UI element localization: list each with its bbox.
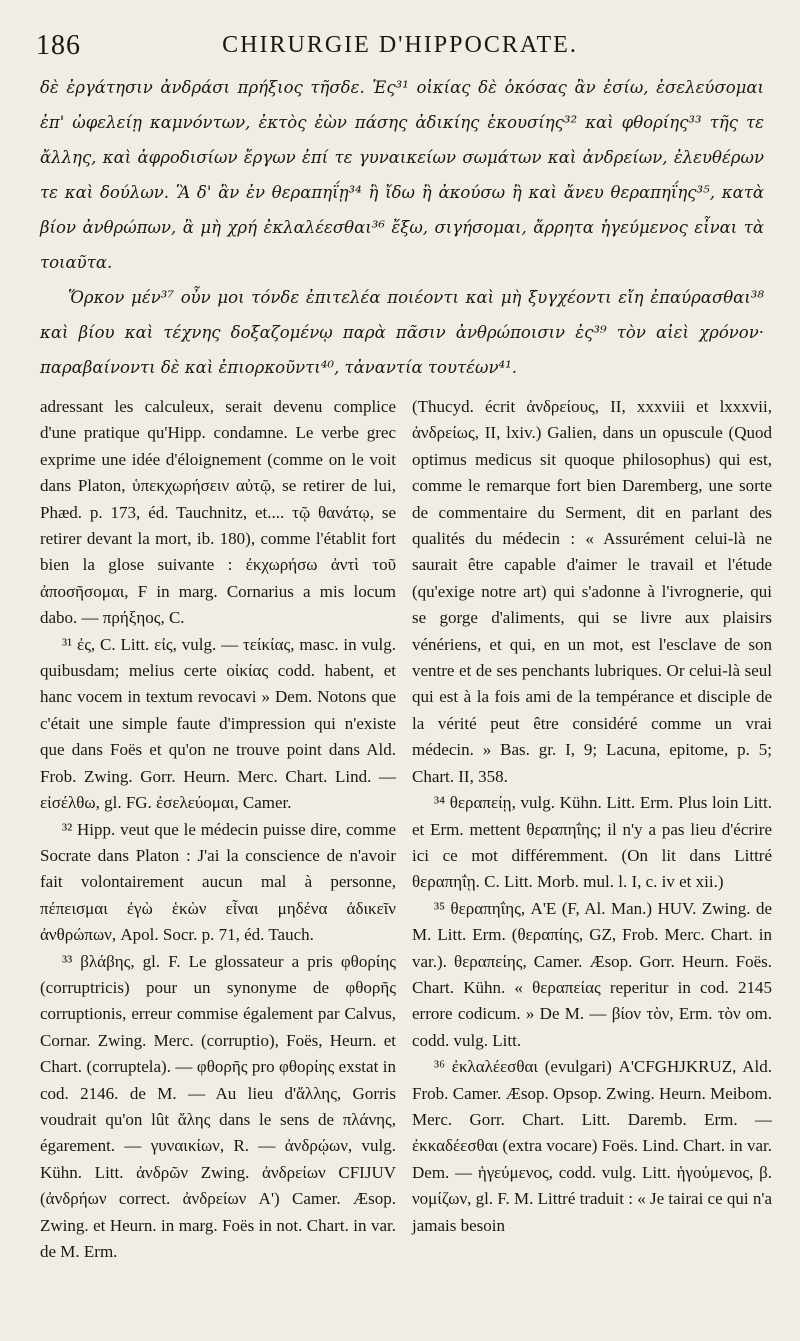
running-title: CHIRURGIE D'HIPPOCRATE. bbox=[222, 32, 578, 58]
greek-paragraph-1: δὲ ἐργάτησιν ἀνδράσι πρήξιος τῆσδε. Ἐς³¹ οἰκίας δὲ ὁκόσας ἂν ἐσίω, ἐσελεύσομαι ἐπ' ὠφελείῃ καμνόντων, ἐκτὸς ἐὼν πάσης ἀδικίης ἑκουσίης³² καὶ φθορίης³³ τῆς τε ἄλλης, καὶ ἀφροδισίων ἔργων ἐπί τε γυναικείων σωμάτων καὶ ἀνδρείων, ἐλευθέρων τε καὶ δούλων. Ἃ δ' ἂν ἐν θεραπηΐῃ³⁴ ἢ ἴδω ἢ ἀκούσω ἢ καὶ ἄνευ θεραπηΐης³⁵, κατὰ βίον ἀνθρώπων, ἃ μὴ χρή ἐκλαλέεσθαι³⁶ ἔξω, σιγήσομαι, ἄρρητα ἡγεύμενος εἶναι τὰ τοιαῦτα. bbox=[40, 78, 764, 272]
greek-paragraph-2: Ὅρκον μέν³⁷ οὖν μοι τόνδε ἐπιτελέα ποιέοντι καὶ μὴ ξυγχέοντι εἴη ἐπαύρασθαι³⁸ καὶ βίου καὶ τέχνης δοξαζομένῳ παρὰ πᾶσιν ἀνθρώποισιν ἐς³⁹ τὸν αἰεὶ χρόνον· παραβαίνοντι δὲ καὶ ἐπιορκοῦντι⁴⁰, τἀναντία τουτέων⁴¹. bbox=[40, 288, 764, 377]
page-number: 186 bbox=[36, 30, 81, 61]
footnotes bbox=[40, 394, 774, 1334]
note-continuation-right: (Thucyd. écrit ἀνδρείους, II, xxxviii et lxxxvii, ἀνδρείως, II, lxiv.) Galien, dans un opuscule (Quod optimus medicus sit quoque philosophus) qui est, comme le remarque fort bien Daremberg, une sorte de commentaire du Serment, dit en parlant des qualités du médecin : « Assurément celui-là ne saurait être capable d'aimer le travail et l'étude (qu'exige notre art) qui s'adonne à l'ivrognerie, qui se gorge d'aliments, qui se livre aux plaisirs vénériens, et qui, en un mot, est l'esclave de son ventre et de ses penchants lubriques. Or celui-là seul qui est à la fois ami de la tempérance et disciple de la vérité peut être considéré comme un vrai médecin. » Bas. gr. I, 9; Lacuna, epitome, p. 5; Chart. II, 358. bbox=[412, 397, 772, 786]
greek-oath-text bbox=[40, 70, 764, 385]
note-33: ³³ βλάβης, gl. F. Le glossateur a pris φθορίης (corruptricis) pour un synonyme de φθορῆς corruptionis, erreur commise également par Calvus, Cornar. Zwing. Merc. (corruptio), Foës, Heurn. et Chart. (corruptela). — φθορῆς pro φθορίης exstat in cod. 2146. de M. — Au lieu d'ἄλλης, Gorris voudrait qu'on lût ἄλης dans le sens de πλάνης, égarement. — γυναικίων, R. — ἀνδρῴων, vulg. Kühn. Litt. ἀνδρῶν Zwing. ἀνδρείων CFIJUV (ἀνδρήων correct. ἀνδρείων A') Camer. Æsop. Zwing. et Heurn. in marg. Foës in not. Chart. in var. de M. Erm. bbox=[40, 951, 396, 1261]
note-35: ³⁵ θεραπηΐης, A'E (F, Al. Man.) HUV. Zwing. de M. Litt. Erm. (θεραπίης, GZ, Frob. Merc. Chart. in var.). θεραπείης, Camer. Æsop. Gorr. Heurn. Foës. Chart. Kühn. « θεραπείας reperitur in cod. 2145 errore codicum. » De M. — βίον τὸν, Erm. τὸν om. codd. vulg. Litt. bbox=[412, 898, 772, 1050]
note-34: ³⁴ θεραπείῃ, vulg. Kühn. Litt. Erm. Plus loin Litt. et Erm. mettent θεραπηΐης; il n'y a pas lieu d'écrire ici ce mot différemment. (On lit dans Littré θεραπηΐῃ. C. Litt. Morb. mul. l. I, c. iv et xii.) bbox=[412, 793, 772, 892]
note-36: ³⁶ ἐκλαλέεσθαι (evulgari) A'CFGHJKRUZ, Ald. Frob. Camer. Æsop. Opsop. Zwing. Heurn. Meibom. Merc. Gorr. Chart. Litt. Daremb. Erm. — ἐκκαδέεσθαι (extra vocare) Foës. Lind. Chart. in var. Dem. — ἡγεύμενος, codd. vulg. Litt. ἡγούμενος, β. νομίζων, gl. F. M. Littré traduit : « Je tairai ce qui n'a jamais besoin bbox=[412, 1057, 772, 1235]
note-31: ³¹ ἐς, C. Litt. εἰς, vulg. — τείκίας, masc. in vulg. quibusdam; melius certe οἰκίας codd. habent, et hanc vocem in textum revocavi » Dem. Notons que c'était une simple faute d'impression qui n'existe que dans Foës et qu'on ne trouve point dans Ald. Frob. Zwing. Gorr. Heurn. Merc. Chart. Lind. — εἰσέλθω, gl. FG. ἐσελεύομαι, Camer. bbox=[40, 634, 396, 813]
footnotes-left-column bbox=[40, 394, 396, 1265]
page-header bbox=[36, 30, 764, 64]
note-continuation-left: adressant les calculeux, serait devenu complice d'une pratique qu'Hipp. condamne. Le verbe grec exprime une idée d'éloignement (comme on le voit dans Platon, ὑπεκχωρήσειν αὐτῷ, se retirer de lui, Phæd. p. 173, éd. Tauchnitz, et.... τῷ θανάτῳ, se retirer devant la mort, ib. 180), comme l'établit fort bien la glose suivante : ἐκχωρήσω ἀντὶ τοῦ ἀποσῆσομαι, F in marg. Cornarius a mis locum dabo. — πρήξηος, C. bbox=[40, 397, 396, 628]
footnotes-right-column bbox=[412, 394, 772, 1239]
note-32: ³² Hipp. veut que le médecin puisse dire, comme Socrate dans Platon : J'ai la conscience de n'avoir fait volontairement aucun mal à personne, πέπεισμαι ἐγὼ ἑκὼν εἶναι μηδένα ἀδικεῖν ἀνθρώπων, Apol. Socr. p. 71, éd. Tauch. bbox=[40, 819, 396, 945]
